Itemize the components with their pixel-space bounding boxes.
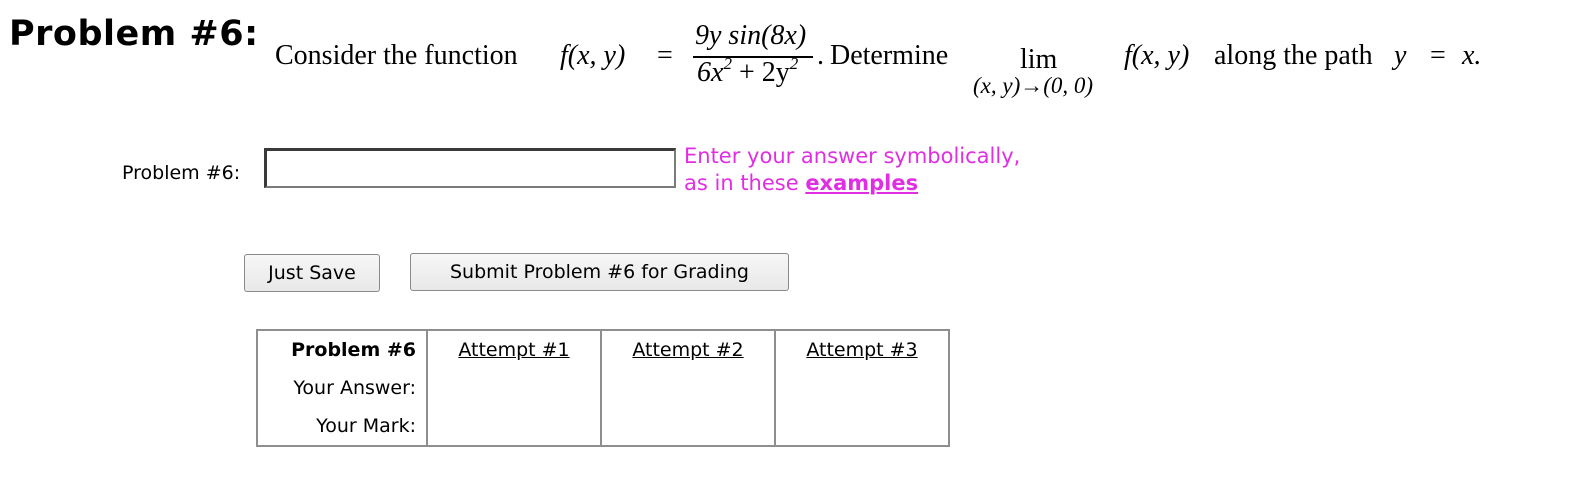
answer-cell-1 — [427, 369, 601, 407]
along-text: along the path — [1214, 40, 1373, 71]
exponent-b: 2 — [789, 54, 799, 73]
table-header-row — [257, 330, 949, 369]
limit-subscript: (x, y)→(0, 0) — [973, 73, 1094, 98]
function-lhs — [560, 40, 625, 72]
mark-cell-3 — [775, 407, 949, 446]
fraction-denominator — [697, 54, 799, 89]
limit-word: lim — [1020, 44, 1058, 75]
answer-label: Problem #6: — [122, 162, 241, 184]
table-header-attempt-1[interactable]: Attempt #1 — [427, 330, 601, 369]
answer-cell-2 — [601, 369, 775, 407]
path-rhs: x. — [1462, 40, 1482, 71]
table-header-attempt-2[interactable]: Attempt #2 — [601, 330, 775, 369]
function-args: (x, y) — [567, 40, 626, 71]
path-equals: = — [1430, 40, 1446, 71]
function-name: f — [560, 40, 568, 71]
problem-intro: Consider the function — [275, 40, 518, 71]
exponent-a: 2 — [723, 54, 732, 73]
answer-hint — [684, 143, 1020, 197]
fraction-numerator: 9y sin(8x) — [695, 20, 807, 51]
table-row-mark — [257, 407, 949, 446]
table-row-answer — [257, 369, 949, 407]
table-header-attempt-3[interactable]: Attempt #3 — [775, 330, 949, 369]
hint-line-2 — [684, 170, 1020, 197]
examples-link[interactable]: examples — [805, 171, 919, 195]
equals-sign: = — [657, 40, 673, 71]
hint-line-1: Enter your answer symbolically, — [684, 144, 1021, 168]
denominator-term-a: 6x — [697, 57, 724, 88]
determine-text: Determine — [830, 40, 949, 71]
denominator-term-b: + 2y — [731, 57, 790, 88]
mark-cell-1 — [427, 407, 601, 446]
table-header-problem: Problem #6 — [257, 330, 427, 369]
path-lhs: y — [1394, 40, 1407, 71]
period: . — [817, 40, 824, 71]
submit-for-grading-button[interactable]: Submit Problem #6 for Grading — [410, 253, 789, 291]
answer-cell-3 — [775, 369, 949, 407]
attempts-table — [256, 329, 950, 447]
just-save-button[interactable]: Just Save — [244, 254, 380, 292]
row-label-answer: Your Answer: — [257, 369, 427, 407]
row-label-mark: Your Mark: — [257, 407, 427, 446]
problem-heading: Problem #6: — [9, 14, 259, 54]
hint-line-2-prefix: as in these — [684, 171, 806, 195]
limit-function: f(x, y) — [1124, 40, 1190, 71]
mark-cell-2 — [601, 407, 775, 446]
answer-input[interactable] — [264, 148, 676, 188]
